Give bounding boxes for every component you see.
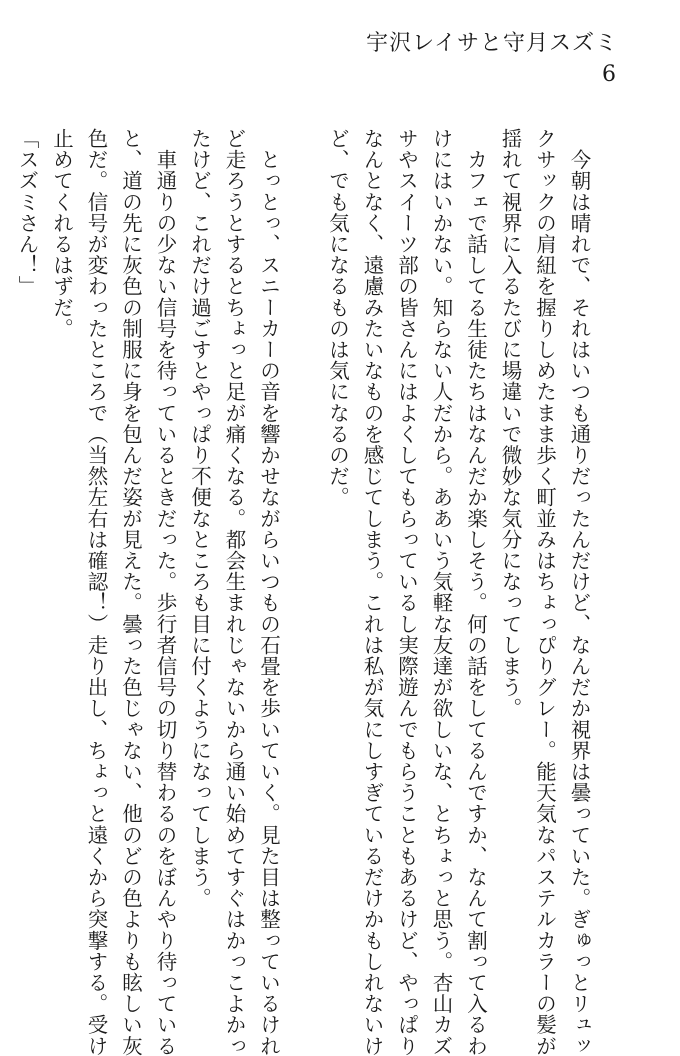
text-line: 「スズミさん！」 — [15, 128, 39, 297]
text-line: と、道の先に灰色の制服に身を包んだ姿が見えた。曇った色じゃない、他のどの色よりも眩しい灰 — [118, 128, 143, 1056]
text-line: たけど、これだけ過ごすとやっぱり不便なところも目に付くようになってしまう。 — [187, 128, 212, 909]
text-line: なんとなく、遠慮みたいなものを感じてしまう。これは私が気にしすぎているだけかもしれないけ — [360, 128, 384, 1056]
text-line: 色だ。信号が変わったところで（当然左右は確認！）走り出し、ちょっと遠くから突撃する。受け — [84, 128, 108, 1056]
page-number: 6 — [602, 62, 616, 87]
text-line: けにはいかない。知らない人だから。ああいう気軽な友達が欲しいな、とちょっと思う。杏山カズ — [429, 128, 453, 1056]
running-title: 宇沢レイサと守月スズミ — [366, 31, 618, 56]
text-line: カフェで話してる生徒たちはなんだか楽しそう。何の話をしてるんですか、なんて割って入るわ — [463, 128, 488, 1056]
text-line: 揺れて視界に入るたびに場違いで微妙な気分になってしまう。 — [498, 128, 522, 719]
text-line: ど走ろうとするとちょっと足が痛くなる。都会生まれじゃないから通い始めてすぐはかっこよかっ — [222, 128, 246, 1056]
text-line: とっとっ、スニーカーの音を響かせながらいつもの石畳を歩いていく。見た目は整っているけれ — [256, 128, 281, 1056]
text-line: 止めてくれるはずだ。 — [49, 128, 74, 339]
text-line: ど、でも気になるものは気になるのだ。 — [325, 128, 350, 508]
text-line: 車通りの少ない信号を待っているときだった。歩行者信号の切り替わるのをぼんやり待っている — [153, 128, 177, 1056]
text-line: サやスイーツ部の皆さんにはよくしてもらっているし実際遊んでもらうこともあるけど、やっぱり — [394, 128, 419, 1056]
text-line: 今朝は晴れで、それはいつも通りだったんだけど、なんだか視界は曇っていた。ぎゅっとリュッ — [567, 128, 591, 1056]
text-line: クサックの肩紐を握りしめたまま歩く町並みはちょっぴりグレー。能天気なパステルカラーの髪が — [532, 128, 557, 1056]
body-text — [10, 128, 597, 1056]
